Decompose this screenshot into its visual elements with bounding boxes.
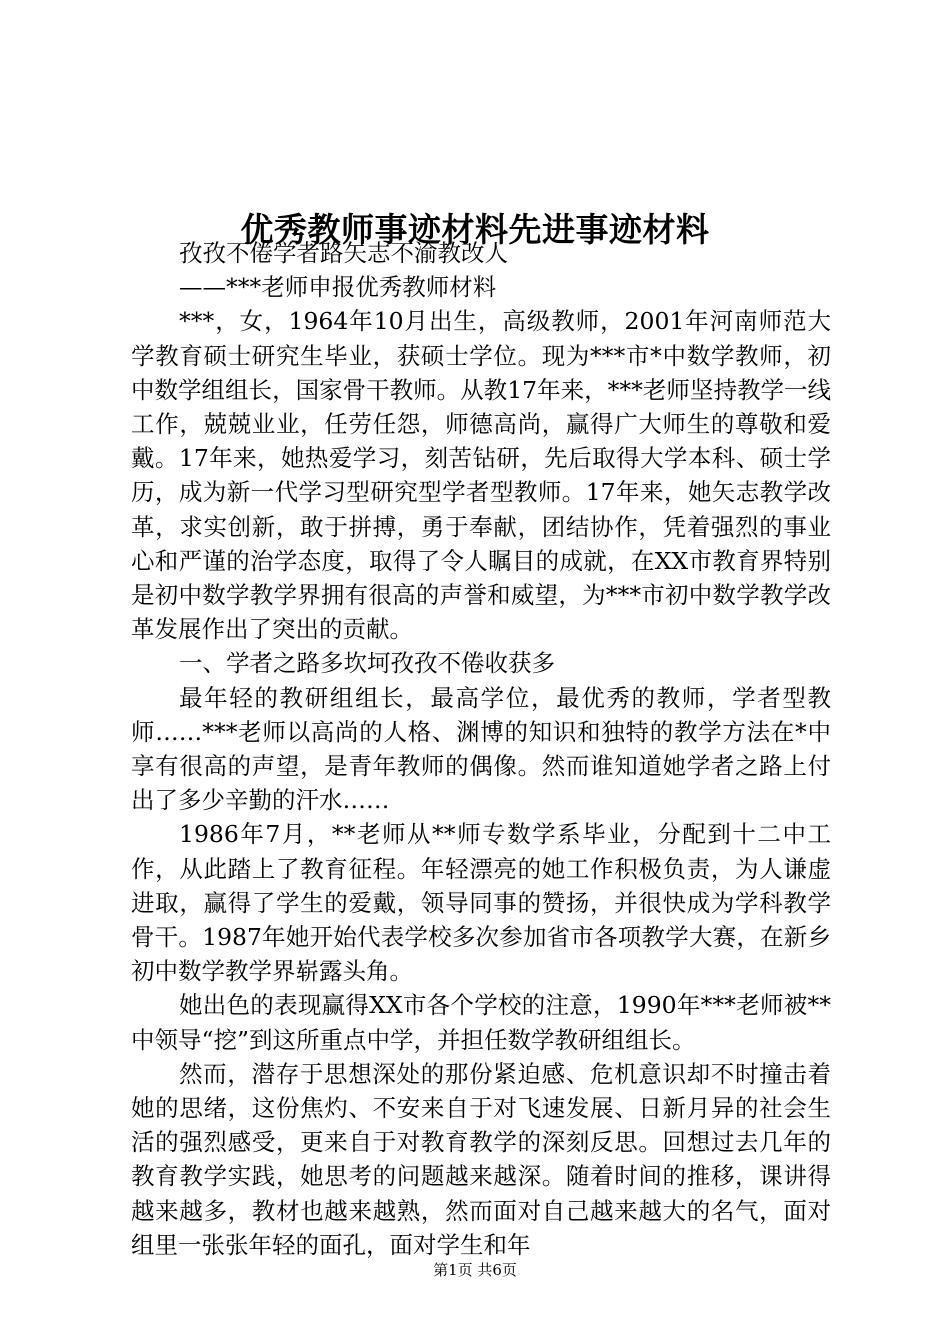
paragraph: 最年轻的教研组组长，最高学位，最优秀的教师，学者型教师……***老师以高尚的人格、渊博的知识和独特的教学方法在*中享有很高的声望，是青年教师的偶像。然而谁知道她学者之路上付出了多少辛勤的汗水…… bbox=[131, 683, 831, 815]
document-body bbox=[131, 236, 831, 1262]
subtitle-line: 孜孜不倦学者路矢志不渝教改人 bbox=[179, 239, 508, 267]
section-heading: 一、学者之路多坎坷孜孜不倦收获多 bbox=[179, 649, 555, 678]
paragraph: 然而，潜存于思想深处的那份紧迫感、危机意识却不时撞击着她的思绪，这份焦灼、不安来自于对飞速发展、日新月异的社会生活的强烈感受，更来自于对教育教学的深刻反思。回想过去几年的教育教学实践，她思考的问题越来越深。随着时间的推移，课讲得越来越多，教材也越来越熟，然而面对自己越来越大的名气，面对组里一张张年轻的面孔，面对学生和年 bbox=[131, 1059, 831, 1259]
paragraph: 她出色的表现赢得XX市各个学校的注意，1990年***老师被**中领导“挖”到这所重点中学，并担任数学教研组组长。 bbox=[131, 991, 831, 1054]
document-title: 优秀教师事迹材料先进事迹材料 bbox=[240, 210, 710, 250]
subtitle-attribution: ——***老师申报优秀教师材料 bbox=[179, 273, 497, 302]
paragraph-intro: ***，女，1964年10月出生，高级教师，2001年河南师范大学教育硕士研究生毕业，获硕士学位。现为***市*中数学教师，初中数学组组长，国家骨干教师。从教17年来，***老师坚持教学一线工作，兢兢业业，任劳任怨，师德高尚，赢得广大师生的尊敬和爱戴。17年来，她热爱学习，刻苦钻研，先后取得大学本科、硕士学历，成为新一代学习型研究型学者型教师。17年来，她矢志教学改革，求实创新，敢于拼搏，勇于奉献，团结协作，凭着强烈的事业心和严谨的治学态度，取得了令人瞩目的成就，在XX市教育界特别是初中数学教学界拥有很高的声誉和威望，为***市初中数学教学改革发展作出了突出的贡献。 bbox=[131, 307, 831, 644]
paragraph: 1986年7月，**老师从**师专数学系毕业，分配到十二中工作，从此踏上了教育征程。年轻漂亮的她工作积极负责，为人谦虚进取，赢得了学生的爱戴，领导同事的赞扬，并很快成为学科教学骨干。1987年她开始代表学校多次参加省市各项教学大赛，在新乡初中数学教学界崭露头角。 bbox=[131, 820, 831, 986]
page-number: 第1页 共6页 bbox=[433, 1261, 517, 1279]
